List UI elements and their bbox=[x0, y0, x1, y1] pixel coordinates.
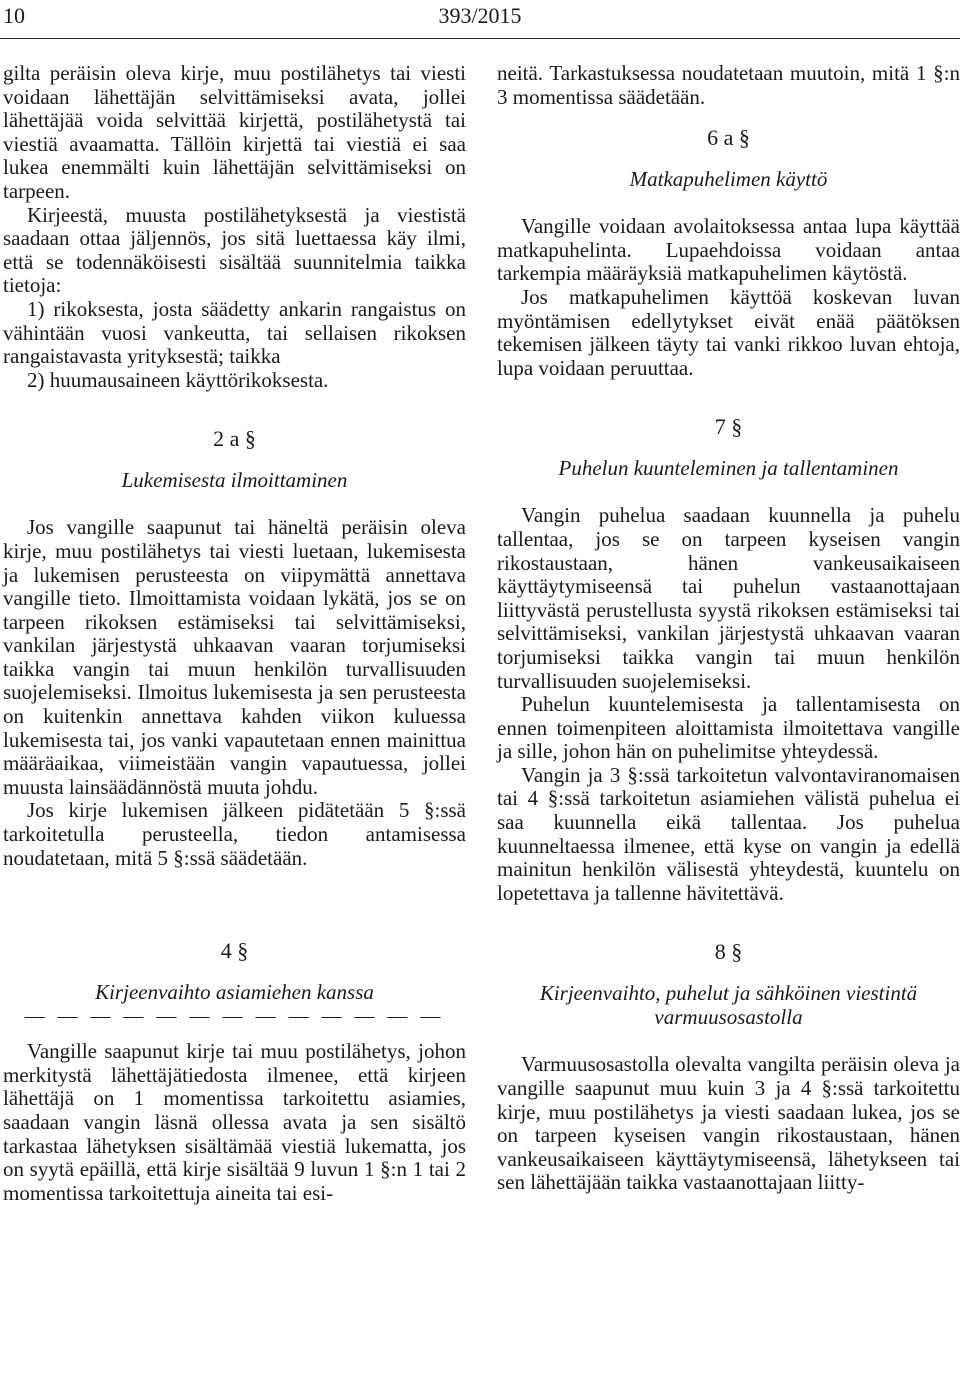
paragraph: gilta peräisin oleva kirje, muu postilähetys tai viesti voidaan lähettäjän selvittämiseksi avata, jollei lähettäjää voida selvittää kirjettä, postilähetystä tai viestiä avaamatta. Tällöin kirjettä tai viestiä ei saa lukea enemmälti kuin lähettäjän selvittämiseksi on tarpeen. bbox=[3, 61, 466, 203]
paragraph: Kirjeestä, muusta postilähetyksestä ja viestistä saadaan ottaa jäljennös, jos sitä luettaessa käy ilmi, että se todennäköisesti sisältää suunnitelmia taikka tietoja: bbox=[3, 202, 466, 298]
paragraph: Puhelun kuuntelemisesta ja tallentamisesta on ennen toimenpiteen aloittamista ilmoitettava vangille ja sille, johon hän on puhelimitse yhteydessä. bbox=[497, 692, 960, 764]
list-item: 1) rikoksesta, josta säädetty ankarin rangaistus on vähintään vuosi vankeutta, tai sellaisen rikoksen rangaistavasta yrityksestä; taikka bbox=[3, 296, 466, 369]
right-column bbox=[497, 62, 960, 1195]
paragraph: Vangille saapunut kirje tai muu postilähetys, johon merkitystä lähettäjätiedosta ilmenee, että kirjeen lähettäjä on 1 momentissa tarkoitettu asiamies, saadaan vangin läsnä ollessa avata ja sen sisältö tarkastaa lähetyksen sisältämää viestiä lukematta, jos on syytä epäillä, että kirje sisältää 9 luvun 1 §:n 1 tai 2 momentissa tarkoitettuja aineita tai esi- bbox=[3, 1039, 466, 1205]
paragraph: Vangin puhelua saadaan kuunnella ja puhelu tallentaa, jos se on tarpeen kyseisen vangin rikostaustaan, hänen vankeusaikaiseen käyttäytymiseensä tai puhelun vastaanottajaan liittyvästä perustellusta syystä rikoksen estämiseksi tai selvittämiseksi, vankilan järjestystä uhkaavan vaaran torjumiseksi taikka vangin tai muun henkilön turvallisuuden suojelemiseksi. bbox=[497, 503, 960, 693]
paragraph: Vangille voidaan avolaitoksessa antaa lupa käyttää matkapuhelinta. Lupaehdoissa voidaan antaa tarkempia määräyksiä matkapuhelimen käytöstä. bbox=[497, 214, 960, 286]
header-rule bbox=[0, 38, 960, 39]
section-number: 4 § bbox=[220, 938, 249, 964]
section-title: Kirjeenvaihto, puhelut ja sähköinen viestintä varmuusosastolla bbox=[539, 981, 918, 1030]
document-number: 393/2015 bbox=[438, 3, 522, 28]
paragraph: Vangin ja 3 §:ssä tarkoitetun valvontaviranomaisen tai 4 §:ssä tarkoitetun asiamiehen välistä puhelua ei saa kuunnella eikä tallentaa. Jos puhelua kuunneltaessa ilmenee, että kyse on vangin ja edellä mainitun henkilön välisestä yhteydestä, kuuntelu on lopetettava ja tallenne hävitettävä. bbox=[497, 762, 960, 905]
section-number: 8 § bbox=[714, 939, 743, 965]
paragraph: Jos vangille saapunut tai häneltä peräisin oleva kirje, muu postilähetys tai viesti luetaan, lukemisesta ja lukemisen perusteesta on viipymättä annettava vangille tieto. Ilmoittamista voidaan lykätä, jos se on tarpeen rikoksen estämiseksi tai selvittämiseksi, vankilan järjestystä uhkaavan vaaran torjumiseksi taikka vangin tai muun henkilön turvallisuuden suojelemiseksi. Ilmoitus lukemisesta ja sen perusteesta on kuitenkin annettava kahden viikon kuluessa lukemisesta tai, jos vanki vapautetaan ennen mainittua määräaikaa, viimeistään vangin vapautuessa, jollei muusta lainsäädännöstä muuta johdu. bbox=[3, 515, 466, 799]
paragraph: neitä. Tarkastuksessa noudatetaan muutoin, mitä 1 §:n 3 momentissa säädetään. bbox=[497, 61, 960, 109]
omission-dashes: — — — — — — — — — — — — — bbox=[24, 1005, 445, 1028]
section-title: Matkapuhelimen käyttö bbox=[629, 167, 828, 192]
page-number: 10 bbox=[3, 3, 25, 28]
left-column bbox=[3, 62, 466, 1205]
paragraph: Jos matkapuhelimen käyttöä koskevan luvan myöntämisen edellytykset eivät enää päätöksen tekemisen jälkeen täyty tai vanki rikkoo luvan ehtoja, lupa voidaan peruuttaa. bbox=[497, 284, 960, 380]
section-number: 2 a § bbox=[213, 426, 256, 452]
section-title: Kirjeenvaihto asiamiehen kanssa bbox=[95, 980, 374, 1005]
paragraph: Jos kirje lukemisen jälkeen pidätetään 5 §:ssä tarkoitetulla perusteella, tiedon antamisessa noudatetaan, mitä 5 §:ssä säädetään. bbox=[3, 798, 466, 870]
paragraph: Varmuusosastolla olevalta vangilta peräisin oleva ja vangille saapunut muu kuin 3 ja 4 §:ssä tarkoitettu kirje, muu postilähetys ja viesti saadaan lukea, jos se on tarpeen kyseisen vangin rikostaustaan, hänen vankeusaikaiseen käyttäytymiseensä, lähetykseen tai sen lähettäjään taikka vastaanottajaan liitty- bbox=[497, 1052, 960, 1195]
section-title: Puhelun kuunteleminen ja tallentaminen bbox=[558, 456, 899, 481]
list-item: 2) huumausaineen käyttörikoksesta. bbox=[27, 367, 329, 392]
section-number: 7 § bbox=[714, 414, 743, 440]
section-title: Lukemisesta ilmoittaminen bbox=[121, 468, 348, 493]
section-number: 6 a § bbox=[707, 125, 750, 151]
